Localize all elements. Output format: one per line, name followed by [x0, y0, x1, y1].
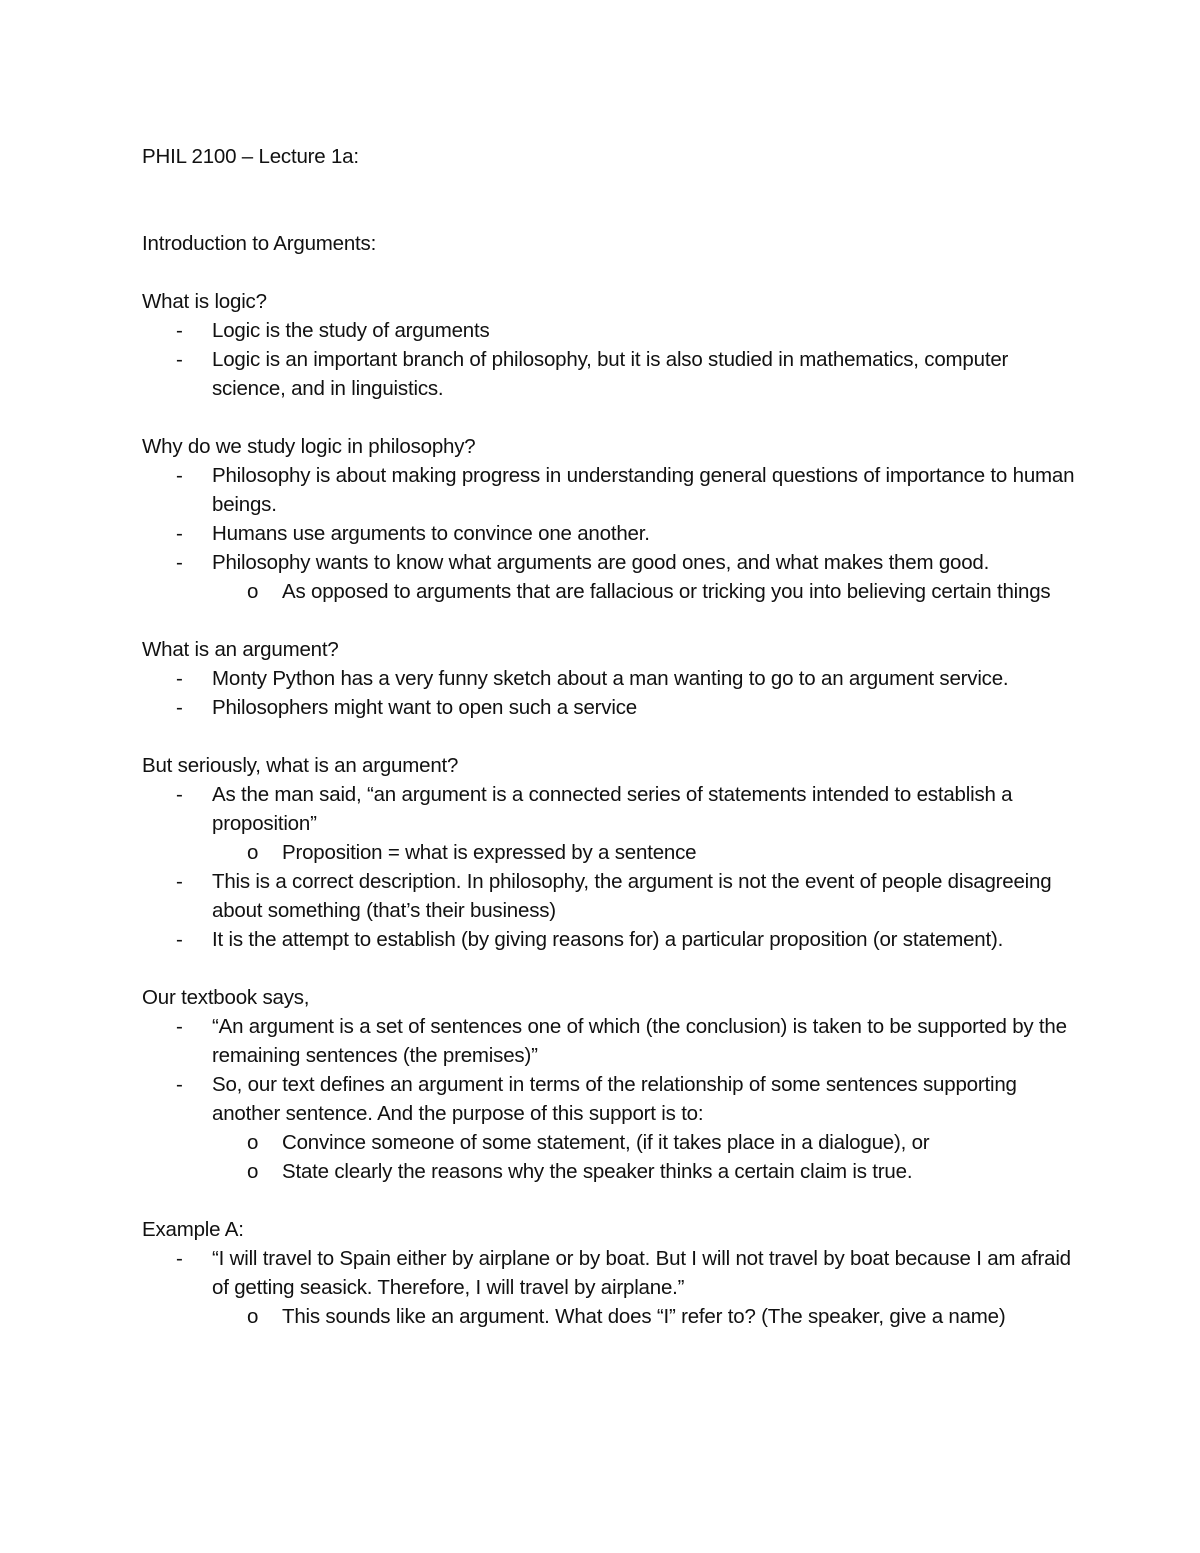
dash-bullet-marker: - — [176, 1015, 183, 1038]
section — [142, 751, 1082, 983]
section-heading: What is logic? — [142, 290, 267, 313]
dash-bullet-marker: - — [176, 464, 183, 487]
bullet-text: It is the attempt to establish (by giving reasons for) a particular proposition (or statement). — [212, 928, 1004, 951]
sub-bullet-item — [142, 838, 1082, 867]
dash-bullet-marker: - — [176, 551, 183, 574]
dash-bullet-marker: - — [176, 870, 183, 893]
section-heading: Our textbook says, — [142, 986, 310, 1009]
bullet-text: “I will travel to Spain either by airplane or by boat. But I will not travel by boat because I am afraid of getting seasick. Therefore, I will travel by airplane.” — [212, 1247, 1071, 1299]
dash-bullet-marker: - — [176, 928, 183, 951]
circle-bullet-marker: o — [247, 1131, 259, 1154]
bullet-item — [142, 345, 1082, 403]
section — [142, 983, 1082, 1215]
bullet-text: Philosophers might want to open such a service — [212, 696, 637, 719]
bullet-item — [142, 780, 1082, 838]
bullet-item — [142, 461, 1082, 519]
section-heading: What is an argument? — [142, 638, 339, 661]
bullet-item — [142, 925, 1082, 954]
dash-bullet-marker: - — [176, 319, 183, 342]
circle-bullet-marker: o — [247, 1305, 259, 1328]
section-heading: But seriously, what is an argument? — [142, 754, 459, 777]
circle-bullet-marker: o — [247, 841, 259, 864]
bullet-item — [142, 316, 1082, 345]
circle-bullet-marker: o — [247, 1160, 259, 1183]
sub-bullet-item — [142, 1302, 1082, 1331]
dash-bullet-marker: - — [176, 667, 183, 690]
bullet-item — [142, 664, 1082, 693]
section — [142, 1215, 1082, 1331]
bullet-text: “An argument is a set of sentences one of which (the conclusion) is taken to be supported by the remaining sentences (the premises)” — [212, 1015, 1067, 1067]
bullet-text: Philosophy wants to know what arguments are good ones, and what makes them good. — [212, 551, 990, 574]
bullet-text: As the man said, “an argument is a connected series of statements intended to establish a proposition” — [212, 783, 1013, 835]
bullet-item — [142, 548, 1082, 577]
dash-bullet-marker: - — [176, 522, 183, 545]
sub-bullet-text: State clearly the reasons why the speaker thinks a certain claim is true. — [282, 1160, 913, 1183]
document-title: PHIL 2100 – Lecture 1a: — [142, 145, 359, 168]
section — [142, 432, 1082, 635]
dash-bullet-marker: - — [176, 1247, 183, 1270]
dash-bullet-marker: - — [176, 348, 183, 371]
dash-bullet-marker: - — [176, 783, 183, 806]
sub-bullet-item — [142, 577, 1082, 606]
section — [142, 635, 1082, 751]
bullet-text: Philosophy is about making progress in understanding general questions of importance to human beings. — [212, 464, 1075, 516]
intro-heading: Introduction to Arguments: — [142, 232, 377, 255]
section-heading: Why do we study logic in philosophy? — [142, 435, 476, 458]
bullet-item — [142, 519, 1082, 548]
sub-bullet-text: Convince someone of some statement, (if it takes place in a dialogue), or — [282, 1131, 930, 1154]
bullet-item — [142, 1012, 1082, 1070]
bullet-item — [142, 1244, 1082, 1302]
bullet-text: Logic is an important branch of philosophy, but it is also studied in mathematics, computer science, and in linguistics. — [212, 348, 1009, 400]
bullet-item — [142, 867, 1082, 925]
bullet-text: Humans use arguments to convince one another. — [212, 522, 650, 545]
sub-bullet-text: Proposition = what is expressed by a sentence — [282, 841, 697, 864]
sub-bullet-item — [142, 1128, 1082, 1157]
bullet-item — [142, 693, 1082, 722]
sub-bullet-text: This sounds like an argument. What does “I” refer to? (The speaker, give a name) — [282, 1305, 1006, 1328]
sub-bullet-item — [142, 1157, 1082, 1186]
bullet-text: Logic is the study of arguments — [212, 319, 490, 342]
sub-bullet-text: As opposed to arguments that are fallacious or tricking you into believing certain things — [282, 580, 1051, 603]
circle-bullet-marker: o — [247, 580, 259, 603]
dash-bullet-marker: - — [176, 696, 183, 719]
bullet-text: Monty Python has a very funny sketch about a man wanting to go to an argument service. — [212, 667, 1009, 690]
section — [142, 287, 1082, 432]
sections-container — [142, 287, 1082, 1331]
bullet-text: This is a correct description. In philosophy, the argument is not the event of people disagreeing about something (that’s their business) — [212, 870, 1052, 922]
bullet-text: So, our text defines an argument in terms of the relationship of some sentences supporting another sentence. And the purpose of this support is to: — [212, 1073, 1017, 1125]
document-body — [142, 142, 1082, 1331]
bullet-item — [142, 1070, 1082, 1128]
dash-bullet-marker: - — [176, 1073, 183, 1096]
section-heading: Example A: — [142, 1218, 244, 1241]
